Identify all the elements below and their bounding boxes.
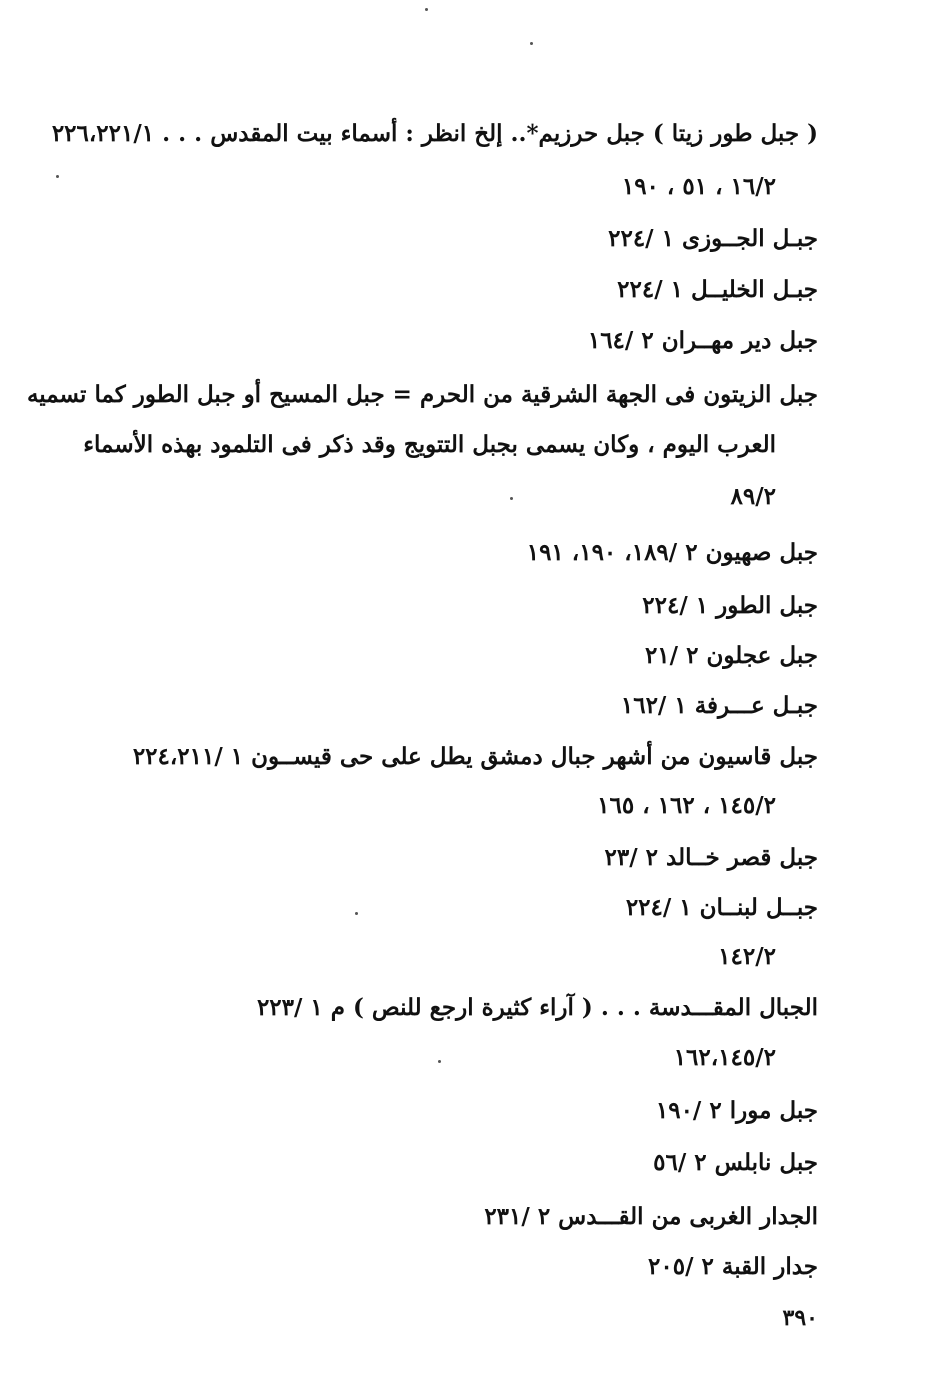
index-entry-continuation: ١٦٢،١٤٥/٢	[673, 1044, 776, 1071]
index-entry: جبل صهيون ٢ /١٨٩، ١٩٠، ١٩١	[526, 539, 818, 566]
index-entry: جبل دير مهــران ٢ /١٦٤	[587, 327, 818, 354]
index-entry-continuation: ١٤٥/٢ ، ١٦٢ ، ١٦٥	[597, 792, 776, 819]
page-number: ٣٩٠	[782, 1305, 818, 1331]
index-entry: جبل نابلس ٢ /٥٦	[653, 1149, 818, 1176]
index-entry: الجبال المقـــدسة . . . ( آراء كثيرة ارجع للنص ) م ١ /٢٢٣	[256, 994, 818, 1021]
index-entry: جبـل الجــوزى ١ /٢٢٤	[608, 225, 818, 252]
index-entry-continuation: العرب اليوم ، وكان يسمى بجبل التتويج وقد ذكر فى التلمود بهذه الأسماء	[83, 431, 776, 458]
scan-speck	[438, 1060, 441, 1063]
index-entry: جبل عجلون ٢ /٢١	[644, 642, 818, 669]
index-entry: جبل قصر خــالد ٢ /٢٣	[604, 844, 818, 871]
scan-speck	[510, 497, 513, 500]
index-entry: جبـل الخليــل ١ /٢٢٤	[617, 276, 818, 303]
index-entry: جبـل عـــرفة ١ /١٦٢	[620, 692, 818, 719]
scan-speck	[530, 42, 533, 45]
scan-speck	[355, 912, 358, 915]
index-entry: جبل قاسيون من أشهر جبال دمشق يطل على حى قيســون ١ /٢٢٤،٢١١	[132, 743, 818, 770]
index-entry: جبل الطور ١ /٢٢٤	[642, 592, 818, 619]
index-entry-continuation: ١٦/٢ ، ٥١ ، ١٩٠	[621, 173, 776, 200]
index-entry: الجدار الغربى من القـــدس ٢ /٢٣١	[484, 1203, 818, 1230]
index-entry: جدار القبة ٢ /٢٠٥	[648, 1253, 818, 1280]
index-entry: جبل الزيتون فى الجهة الشرقية من الحرم = جبل المسيح أو جبل الطور كما تسميه	[26, 381, 818, 408]
index-entry: جبل مورا ٢ /١٩٠	[655, 1097, 818, 1124]
index-entry: جبــل لبنــان ١ /٢٢٤	[625, 894, 818, 921]
scan-speck	[425, 8, 428, 11]
index-entry-continuation: ١٤٢/٢	[718, 943, 776, 970]
index-entry-continuation: ٨٩/٢	[730, 483, 776, 510]
index-entry: ( جبل طور زيتا ) جبل حرزيم*.. إلخ انظر : أسماء بيت المقدس . . . ٢٢٦،٢٢١/١	[51, 120, 818, 147]
scan-speck	[56, 175, 59, 178]
